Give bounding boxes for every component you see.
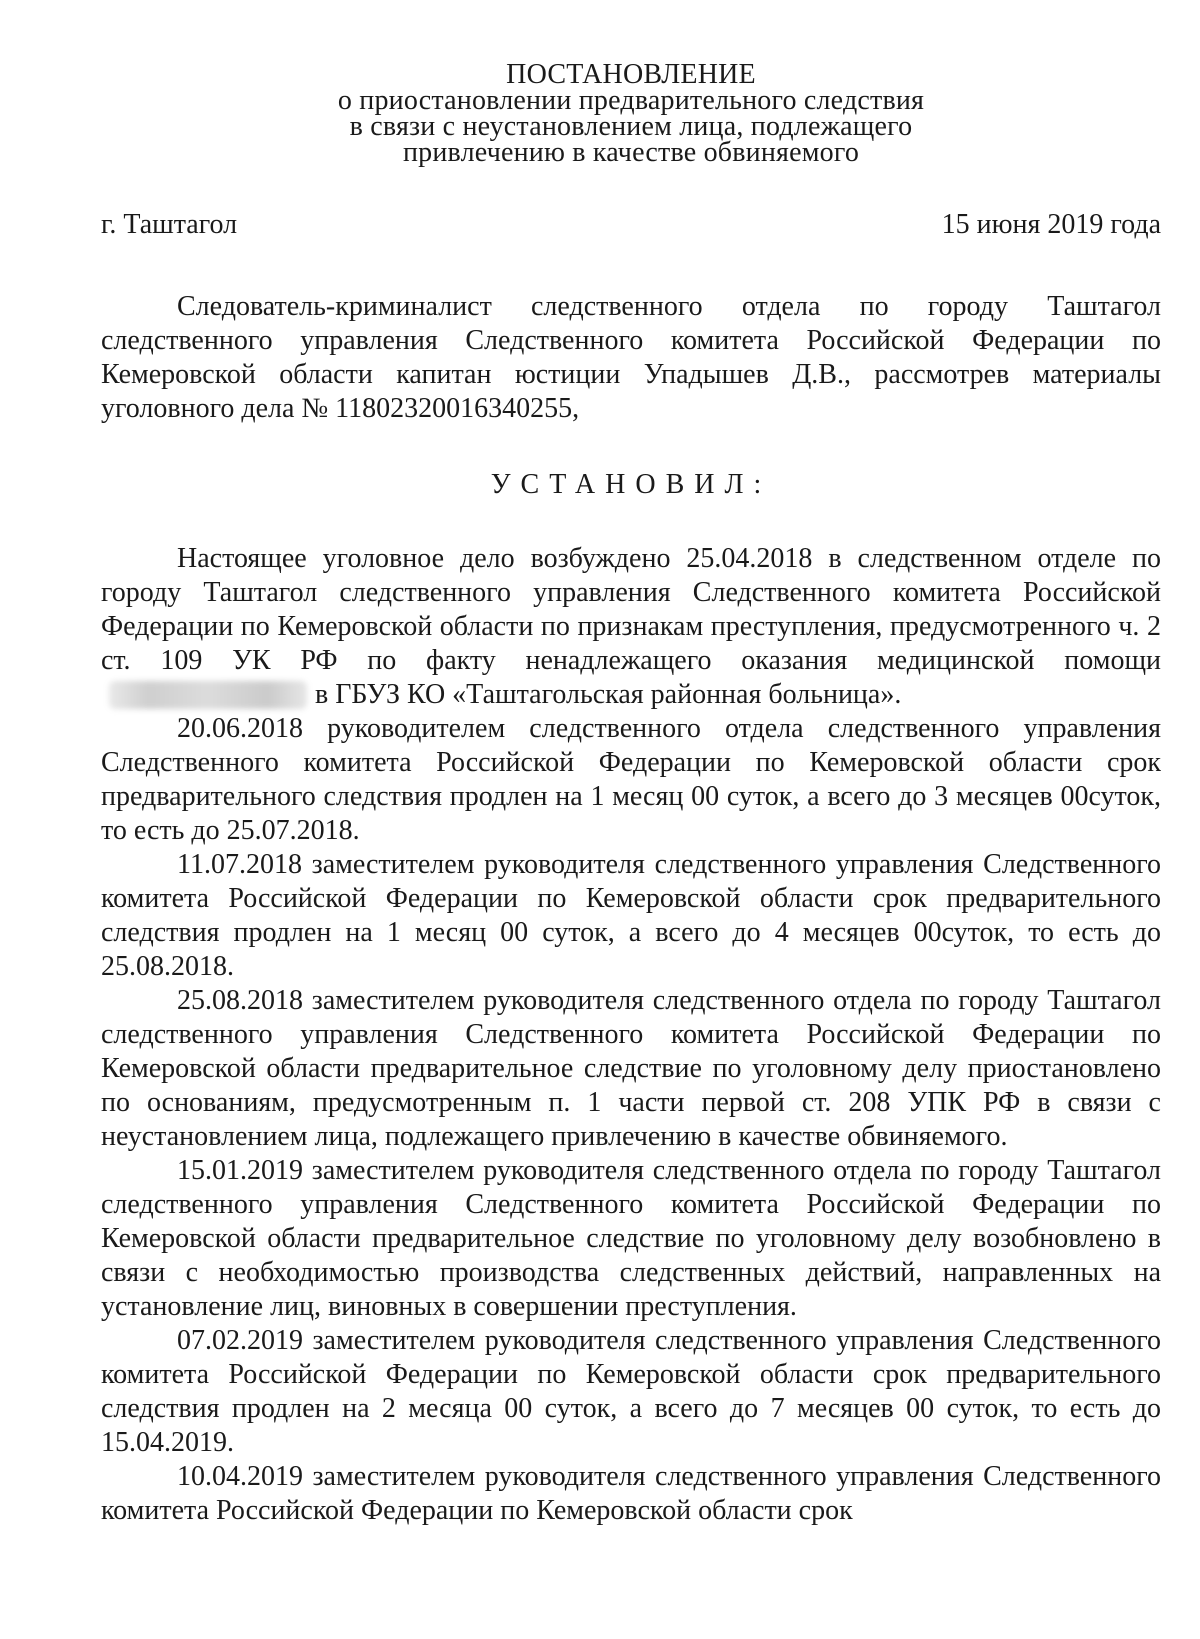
title-line-4: привлечению в качестве обвиняемого — [402, 137, 860, 168]
title-main: ПОСТАНОВЛЕНИЕ — [506, 59, 756, 90]
document-date: 15 июня 2019 года — [941, 209, 1161, 240]
paragraph-4: 25.08.2018 заместителем руководителя следственного отдела по городу Таштагол следственного управления Следственного комитета Российской Федерации по Кемеровской области предварительное следствие по уголовному делу приостановлено по основаниям, предусмотренным п. 1 части первой ст. 208 УПК РФ в связи с неустановлением лица, подлежащего привлечению в качестве обвиняемого. — [101, 985, 1161, 1152]
paragraph-6: 07.02.2019 заместителем руководителя следственного управления Следственного комитета Российской Федерации по Кемеровской области срок предварительного следствия продлен на 2 месяца 00 суток, а всего до 7 месяцев 00 суток, то есть до 15.04.2019. — [101, 1325, 1161, 1458]
document-page — [101, 59, 1161, 1528]
city: г. Таштагол — [101, 209, 238, 240]
redacted-name — [109, 681, 307, 709]
section-heading: УСТАНОВИЛ: — [490, 469, 772, 500]
intro-paragraph: Следователь-криминалист следственного отдела по городу Таштагол следственного управления Следственного комитета Российской Федерации по Кемеровской области капитан юстиции Упадышев Д.В., рассмотрев материалы уголовного дела № 11802320016340255, — [101, 291, 1161, 424]
place-date-row — [101, 208, 1161, 242]
paragraph-1-part-b: в ГБУЗ КО «Таштагольская районная больница». — [315, 679, 902, 710]
paragraph-1 — [101, 542, 1161, 712]
paragraph-1-part-a: Настоящее уголовное дело возбуждено 25.04.2018 в следственном отделе по городу Таштагол следственного управления Следственного комитета Российской Федерации по Кемеровской области по признакам преступления, предусмотренного ч. 2 ст. 109 УК РФ по факту ненадлежащего оказания медицинской помощи — [101, 543, 1161, 676]
document-title — [101, 59, 1161, 168]
paragraph-3: 11.07.2018 заместителем руководителя следственного управления Следственного комитета Российской Федерации по Кемеровской области срок предварительного следствия продлен на 1 месяц 00 суток, а всего до 4 месяцев 00суток, то есть до 25.08.2018. — [101, 849, 1161, 982]
title-line-2: о приостановлении предварительного следствия — [337, 85, 925, 116]
paragraph-5: 15.01.2019 заместителем руководителя следственного отдела по городу Таштагол следственного управления Следственного комитета Российской Федерации по Кемеровской области предварительное следствие по уголовному делу возобновлено в связи с необходимостью производства следственных действий, направленных на установление лиц, виновных в совершении преступления. — [101, 1155, 1161, 1322]
title-line-3: в связи с неустановлением лица, подлежащего — [349, 111, 913, 142]
paragraph-7: 10.04.2019 заместителем руководителя следственного управления Следственного комитета Российской Федерации по Кемеровской области срок — [101, 1461, 1161, 1526]
paragraph-2: 20.06.2018 руководителем следственного отдела следственного управления Следственного комитета Российской Федерации по Кемеровской области срок предварительного следствия продлен на 1 месяц 00 суток, а всего до 3 месяцев 00суток, то есть до 25.07.2018. — [101, 713, 1161, 846]
